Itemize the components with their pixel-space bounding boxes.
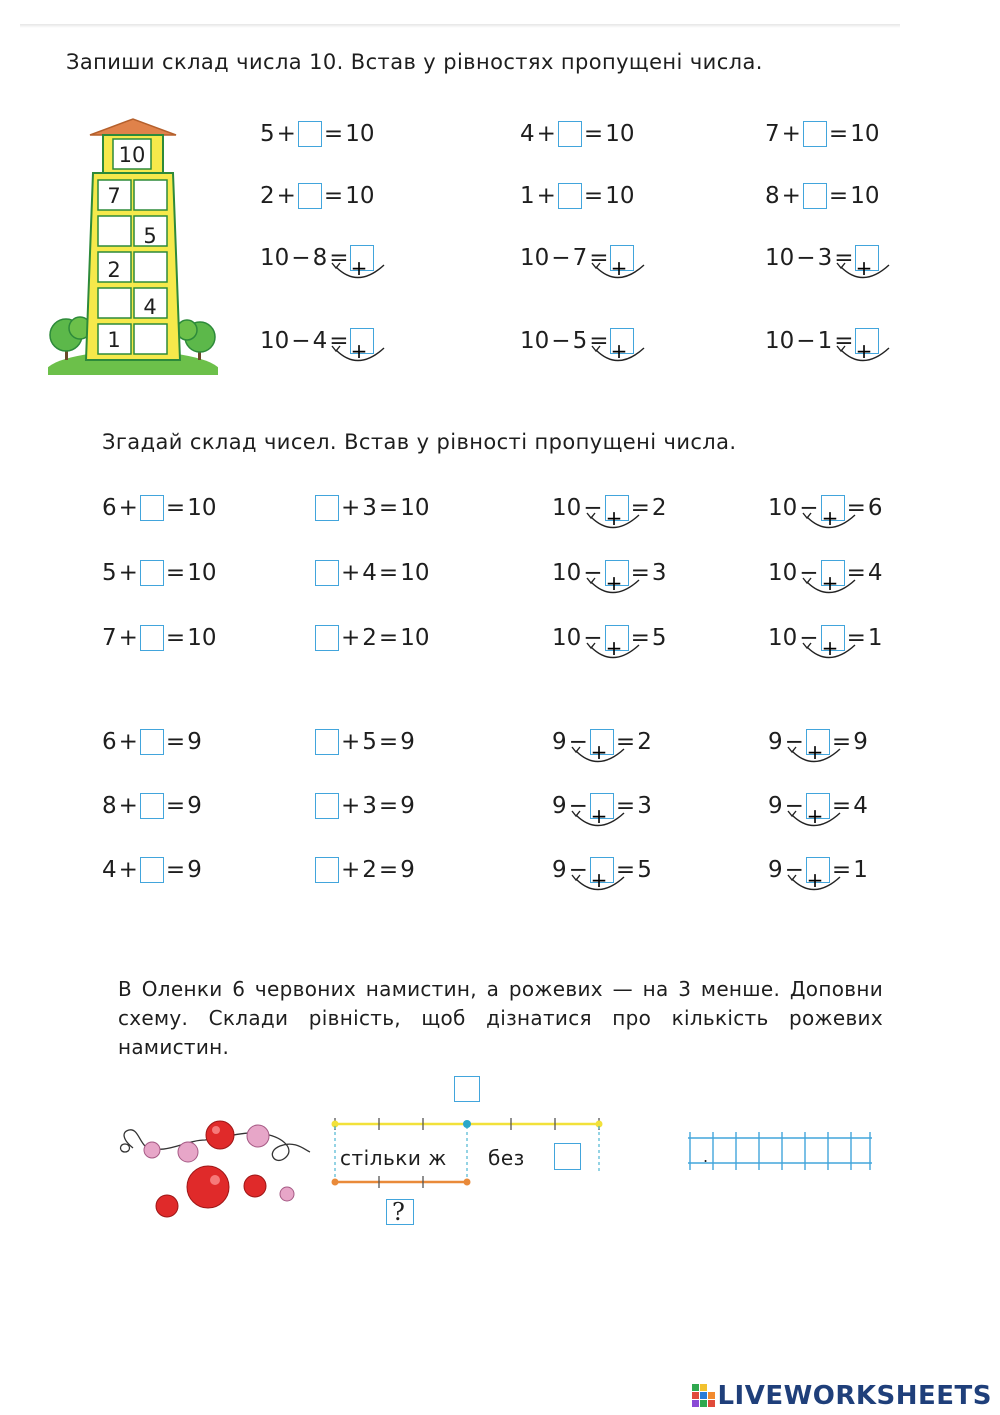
answer-box[interactable] [315, 793, 339, 819]
equals-sign: = [615, 793, 636, 819]
equals-sign: = [846, 560, 866, 586]
equation [260, 181, 374, 211]
number: 1 [867, 625, 883, 651]
bead-pink [247, 1125, 269, 1147]
check-arc-icon [570, 807, 630, 833]
number: 2 [651, 495, 667, 521]
number: 2 [637, 729, 652, 755]
tower-cell: 2 [107, 258, 121, 282]
number: 10 [345, 121, 375, 147]
number: 10 [400, 625, 430, 651]
equals-sign: = [329, 245, 349, 271]
plus-sign: + [118, 625, 138, 651]
number: 7 [572, 245, 588, 271]
number: 10 [400, 560, 430, 586]
equals-sign: = [615, 729, 636, 755]
tower-cell: 4 [143, 295, 157, 319]
beads-illustration [115, 1110, 325, 1220]
number: 4 [102, 857, 117, 883]
minus-sign: − [568, 793, 588, 819]
number: 9 [187, 793, 202, 819]
answer-box[interactable] [140, 560, 164, 586]
word-problem-text: В Оленки 6 червоних намистин, а рожевих — на 3 менше. Доповни схему. Склади рівність, щоб дізнатися про кількість рожевих намистин. [118, 977, 883, 1059]
plus-sign: + [341, 729, 361, 755]
answer-box[interactable] [298, 183, 322, 209]
minus-sign: − [796, 245, 816, 271]
equals-sign: = [846, 495, 866, 521]
plus-sign: + [118, 560, 138, 586]
number: 9 [768, 857, 783, 883]
check-arc-icon [835, 259, 895, 285]
arc-plus-sign: + [590, 807, 608, 828]
answer-box[interactable] [315, 729, 339, 755]
number: 4 [312, 328, 328, 354]
arc-plus-sign: + [590, 871, 608, 892]
number: 4 [853, 793, 868, 819]
equals-sign: = [323, 183, 344, 209]
equals-sign: = [378, 625, 399, 651]
number: 5 [102, 560, 117, 586]
bead-red [244, 1175, 266, 1197]
bead-pink [280, 1187, 294, 1201]
tower-roof [90, 119, 176, 135]
number: 6 [102, 495, 117, 521]
check-arc-icon [801, 574, 861, 600]
equals-sign: = [831, 857, 852, 883]
equals-sign: = [615, 857, 636, 883]
minus-sign: − [551, 328, 571, 354]
number: 10 [552, 625, 582, 651]
number: 10 [765, 328, 795, 354]
equals-sign: = [834, 245, 854, 271]
scheme-question-mark: ? [392, 1198, 405, 1226]
arc-plus-sign: + [605, 639, 622, 660]
equals-sign: = [165, 857, 186, 883]
logo-wordmark: LIVEWORKSHEETS [717, 1381, 992, 1411]
equals-sign: = [589, 245, 609, 271]
answer-box[interactable] [315, 625, 339, 651]
number: 10 [768, 625, 798, 651]
minus-sign: − [784, 729, 804, 755]
check-arc-icon [801, 509, 861, 535]
number: 9 [187, 729, 202, 755]
answer-box[interactable] [315, 495, 339, 521]
arc-plus-sign: + [351, 342, 368, 363]
equals-sign: = [630, 560, 650, 586]
plus-sign: + [536, 121, 556, 147]
equation [315, 855, 415, 885]
equation [102, 727, 202, 757]
equals-sign: = [828, 121, 849, 147]
arc-plus-sign: + [605, 509, 622, 530]
number: 3 [637, 793, 652, 819]
minus-sign: − [784, 857, 804, 883]
check-arc-icon [570, 743, 630, 769]
minus-sign: − [568, 729, 588, 755]
number: 4 [867, 560, 883, 586]
equation [260, 119, 374, 149]
arc-plus-sign: + [806, 871, 824, 892]
number: 6 [102, 729, 117, 755]
number: 6 [867, 495, 883, 521]
number: 10 [605, 121, 635, 147]
equation [315, 727, 415, 757]
number: 5 [637, 857, 652, 883]
number: 10 [400, 495, 430, 521]
equals-sign: = [378, 495, 399, 521]
tower-cell: 1 [107, 328, 121, 352]
minus-sign: − [799, 495, 819, 521]
equals-sign: = [378, 729, 399, 755]
check-arc-icon [585, 639, 645, 665]
logo-blocks-icon [691, 1383, 717, 1409]
number: 10 [768, 495, 798, 521]
plus-sign: + [781, 121, 801, 147]
equation [520, 119, 634, 149]
plus-sign: + [118, 729, 138, 755]
plus-sign: + [341, 625, 361, 651]
equals-sign: = [583, 121, 604, 147]
number: 9 [400, 729, 415, 755]
equation [315, 791, 415, 821]
number: 9 [552, 793, 567, 819]
number: 10 [850, 183, 880, 209]
number: 10 [552, 495, 582, 521]
arc-plus-sign: + [856, 259, 873, 280]
equation [102, 791, 202, 821]
minus-sign: − [583, 625, 603, 651]
equation [102, 855, 202, 885]
scheme-label-without: без [488, 1146, 525, 1170]
answer-box[interactable] [298, 121, 322, 147]
check-arc-icon [786, 871, 846, 897]
tower-illustration [48, 115, 218, 375]
check-arc-icon [786, 743, 846, 769]
arc-plus-sign: + [605, 574, 622, 595]
equals-sign: = [378, 560, 399, 586]
minus-sign: − [583, 495, 603, 521]
check-arc-icon [786, 807, 846, 833]
arc-plus-sign: + [856, 342, 873, 363]
section2-instruction: Згадай склад чисел. Встав у рівності пропущені числа. [102, 430, 737, 454]
answer-box[interactable] [140, 857, 164, 883]
arc-plus-sign: + [351, 259, 368, 280]
plus-sign: + [276, 121, 296, 147]
number: 2 [362, 857, 377, 883]
check-arc-icon [330, 259, 390, 285]
answer-box[interactable] [803, 121, 827, 147]
equation [102, 558, 216, 588]
equation [765, 119, 879, 149]
number: 10 [260, 328, 290, 354]
number: 9 [187, 857, 202, 883]
arc-plus-sign: + [821, 509, 838, 530]
tower-top-number: 10 [118, 143, 146, 167]
equals-sign: = [165, 729, 186, 755]
check-arc-icon [570, 871, 630, 897]
bead-pink [144, 1142, 160, 1158]
section1-instruction: Запиши склад числа 10. Встав у рівностях пропущені числа. [66, 50, 763, 74]
equals-sign: = [828, 183, 849, 209]
check-arc-icon [590, 259, 650, 285]
number: 1 [817, 328, 833, 354]
bead-red [187, 1166, 229, 1208]
number: 10 [520, 245, 550, 271]
answer-box[interactable] [140, 729, 164, 755]
answer-box[interactable] [315, 560, 339, 586]
check-arc-icon [330, 342, 390, 368]
equation [765, 181, 879, 211]
plus-sign: + [341, 857, 361, 883]
equals-sign: = [165, 625, 186, 651]
number: 9 [400, 857, 415, 883]
equals-sign: = [630, 495, 650, 521]
number: 3 [817, 245, 833, 271]
equals-sign: = [165, 495, 186, 521]
equals-sign: = [378, 857, 399, 883]
answer-box[interactable] [140, 793, 164, 819]
tower-cell: 5 [143, 224, 157, 248]
equals-sign: = [165, 793, 186, 819]
minus-sign: − [583, 560, 603, 586]
check-arc-icon [801, 639, 861, 665]
scheme-label-same: стільки ж [340, 1146, 447, 1170]
number: 10 [260, 245, 290, 271]
bead-red [206, 1121, 234, 1149]
arc-plus-sign: + [806, 743, 824, 764]
minus-sign: − [291, 245, 311, 271]
plus-sign: + [341, 793, 361, 819]
tree-right [177, 320, 215, 360]
arc-plus-sign: + [611, 259, 628, 280]
equals-sign: = [831, 729, 852, 755]
number: 10 [552, 560, 582, 586]
arc-plus-sign: + [821, 639, 838, 660]
number: 1 [520, 183, 535, 209]
number: 7 [102, 625, 117, 651]
equals-sign: = [378, 793, 399, 819]
plus-sign: + [118, 495, 138, 521]
number: 10 [765, 245, 795, 271]
number: 9 [853, 729, 868, 755]
equals-sign: = [846, 625, 866, 651]
equation [315, 493, 429, 523]
equals-sign: = [329, 328, 349, 354]
number: 8 [765, 183, 780, 209]
equation [102, 623, 216, 653]
plus-sign: + [341, 495, 361, 521]
equals-sign: = [834, 328, 854, 354]
number: 8 [312, 245, 328, 271]
number: 9 [768, 793, 783, 819]
check-arc-icon [585, 574, 645, 600]
check-arc-icon [585, 509, 645, 535]
number: 10 [768, 560, 798, 586]
number: 10 [187, 625, 217, 651]
answer-box[interactable] [315, 857, 339, 883]
scheme-without-answer-box[interactable] [554, 1143, 581, 1170]
plus-sign: + [341, 560, 361, 586]
number: 9 [768, 729, 783, 755]
answer-box[interactable] [803, 183, 827, 209]
minus-sign: − [291, 328, 311, 354]
answer-box[interactable] [140, 495, 164, 521]
liveworksheets-logo [691, 1381, 992, 1411]
number: 10 [520, 328, 550, 354]
number: 5 [572, 328, 588, 354]
arc-plus-sign: + [821, 574, 838, 595]
scheme-top-answer-box[interactable] [454, 1076, 480, 1102]
number: 9 [552, 729, 567, 755]
equals-sign: = [831, 793, 852, 819]
number: 4 [362, 560, 377, 586]
minus-sign: − [568, 857, 588, 883]
answer-box[interactable] [558, 183, 582, 209]
check-arc-icon [835, 342, 895, 368]
number: 5 [651, 625, 667, 651]
equals-sign: = [583, 183, 604, 209]
number: 9 [400, 793, 415, 819]
number: 10 [605, 183, 635, 209]
number: 4 [520, 121, 535, 147]
equals-sign: = [165, 560, 186, 586]
number: 10 [187, 560, 217, 586]
equation [315, 623, 429, 653]
minus-sign: − [799, 560, 819, 586]
answer-grid-dot: . [703, 1147, 709, 1166]
equals-sign: = [630, 625, 650, 651]
minus-sign: − [551, 245, 571, 271]
minus-sign: − [796, 328, 816, 354]
equals-sign: = [589, 328, 609, 354]
equation [520, 181, 634, 211]
arc-plus-sign: + [611, 342, 628, 363]
arc-plus-sign: + [806, 807, 824, 828]
number: 10 [187, 495, 217, 521]
equation [315, 558, 429, 588]
number: 5 [260, 121, 275, 147]
tower-cell: 7 [107, 184, 121, 208]
plus-sign: + [118, 793, 138, 819]
bead-pink [178, 1142, 198, 1162]
top-divider [20, 24, 900, 28]
number: 8 [102, 793, 117, 819]
plus-sign: + [781, 183, 801, 209]
number: 2 [260, 183, 275, 209]
plus-sign: + [118, 857, 138, 883]
number: 3 [362, 495, 377, 521]
bead-red [156, 1195, 178, 1217]
answer-grid[interactable] [688, 1132, 874, 1172]
number: 9 [552, 857, 567, 883]
answer-box[interactable] [558, 121, 582, 147]
number: 2 [362, 625, 377, 651]
number: 5 [362, 729, 377, 755]
number: 3 [362, 793, 377, 819]
number: 10 [345, 183, 375, 209]
plus-sign: + [276, 183, 296, 209]
number: 10 [850, 121, 880, 147]
answer-box[interactable] [140, 625, 164, 651]
check-arc-icon [590, 342, 650, 368]
arc-plus-sign: + [590, 743, 608, 764]
equation [102, 493, 216, 523]
number: 3 [651, 560, 667, 586]
equals-sign: = [323, 121, 344, 147]
number: 7 [765, 121, 780, 147]
tree-left [50, 317, 91, 360]
minus-sign: − [799, 625, 819, 651]
minus-sign: − [784, 793, 804, 819]
plus-sign: + [536, 183, 556, 209]
number: 1 [853, 857, 868, 883]
